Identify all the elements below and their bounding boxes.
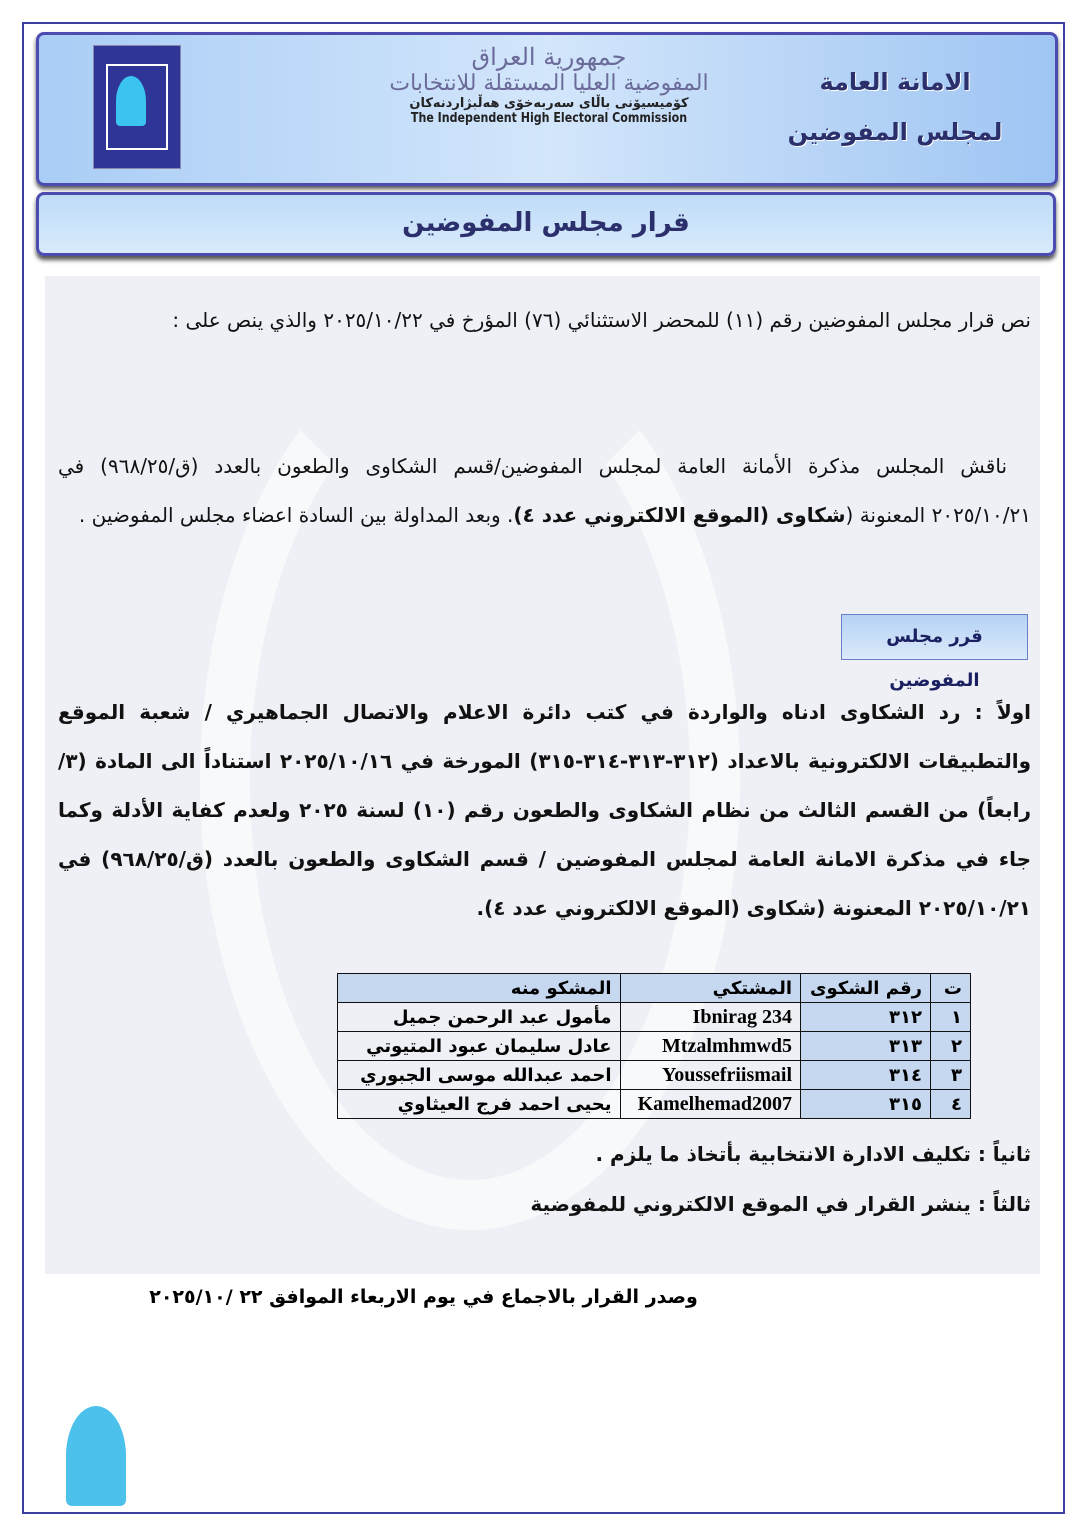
org-ar-line1: جمهورية العراق xyxy=(471,43,627,71)
dept-line1: الامانة العامة xyxy=(819,68,971,96)
table-row xyxy=(338,1090,971,1119)
org-ku: كۆمیسیۆنی باڵای سەربەخۆی هەڵبژاردنەکان xyxy=(409,96,689,111)
table-cell: Youssefriismail xyxy=(620,1061,800,1090)
table-cell: مأمول عبد الرحمن جميل xyxy=(338,1003,621,1032)
table-cell: يحيى احمد فرج العيثاوي xyxy=(338,1090,621,1119)
table-cell: احمد عبدالله موسى الجبوري xyxy=(338,1061,621,1090)
table-cell: ٣ xyxy=(931,1061,971,1090)
th-complaint-no: رقم الشكوى xyxy=(801,974,931,1003)
table-row xyxy=(338,1003,971,1032)
th-complainant: المشتكي xyxy=(620,974,800,1003)
table-cell: ٣١٥ xyxy=(801,1090,931,1119)
table-cell: Ibnirag 234 xyxy=(620,1003,800,1032)
discussion-part2: . وبعد المداولة بين السادة اعضاء مجلس المفوضين . xyxy=(78,503,514,527)
document-title: قرار مجلس المفوضين xyxy=(36,192,1056,256)
item-first: اولاً : رد الشكاوى ادناه والواردة في كتب دائرة الاعلام والاتصال الجماهيري / شعبة الموقع والتطبيقات الالكترونية بالاعداد (٣١٢-٣١٣-٣١٤-٣١٥) المورخة في ٢٠٢٥/١٠/١٦ استناداً الى المادة (٣/رابعاً) من القسم الثالث من نظام الشكاوى والطعون رقم (١٠) لسنة ٢٠٢٥ ولعدم كفاية الأدلة وكما جاء في مذكرة الامانة العامة لمجلس المفوضين / قسم الشكاوى والطعون بالعدد (ق/٩٦٨/٢٥) في ٢٠٢٥/١٠/٢١ المعنونة (شكاوى (الموقع الالكتروني عدد ٤). xyxy=(58,700,1032,920)
complaints-table xyxy=(337,973,971,1119)
th-respondent: المشكو منه xyxy=(338,974,621,1003)
footer-logo xyxy=(58,1378,128,1508)
th-index: ت xyxy=(931,974,971,1003)
dept-line2: لمجلس المفوضين xyxy=(787,118,1003,146)
table-cell: Mtzalmhmwd5 xyxy=(620,1032,800,1061)
table-row xyxy=(338,1061,971,1090)
table-cell: ٤ xyxy=(931,1090,971,1119)
org-en: The Independent High Electoral Commission xyxy=(410,111,688,126)
discussion-part1: ناقش المجلس مذكرة الأمانة العامة لمجلس المفوضين/قسم الشكاوى والطعون بالعدد (ق/٩٦٨/٢٥) في ٢٠٢٥/١٠/٢١ المعنونة ( xyxy=(58,454,1031,527)
item-second: ثانياً : تكليف الادارة الانتخابية بأتخاذ ما يلزم . xyxy=(595,1142,1031,1166)
intro-text: نص قرار مجلس المفوضين رقم (١١) للمحضر الاستثنائي (٧٦) المؤرخ في ٢٠٢٥/١٠/٢٢ والذي ينص على : xyxy=(172,308,1031,332)
table-cell: عادل سليمان عبود المتيوتي xyxy=(338,1032,621,1061)
ihec-logo xyxy=(93,45,181,169)
table-cell: ٣١٢ xyxy=(801,1003,931,1032)
department xyxy=(745,57,1045,157)
table-row xyxy=(338,1032,971,1061)
decision-label: قرر مجلس المفوضين xyxy=(841,614,1028,660)
letterhead xyxy=(36,32,1058,186)
discussion-subject: شكاوى (الموقع الالكتروني عدد ٤) xyxy=(513,503,846,527)
item-third: ثالثاً : ينشر القرار في الموقع الالكتروني للمفوضية xyxy=(530,1192,1031,1216)
table-cell: ٣١٤ xyxy=(801,1061,931,1090)
table-header xyxy=(338,974,971,1003)
closing-text: وصدر القرار بالاجماع في يوم الاربعاء الموافق ٢٢ /٢٠٢٥/١٠ xyxy=(149,1286,698,1308)
discussion-text xyxy=(58,442,1031,540)
table-cell: Kamelhemad2007 xyxy=(620,1090,800,1119)
table-cell: ٢ xyxy=(931,1032,971,1061)
table-cell: ٣١٣ xyxy=(801,1032,931,1061)
org-ar-line2: المفوضية العليا المستقلة للانتخابات xyxy=(389,71,709,96)
org-name xyxy=(379,43,719,126)
table-cell: ١ xyxy=(931,1003,971,1032)
